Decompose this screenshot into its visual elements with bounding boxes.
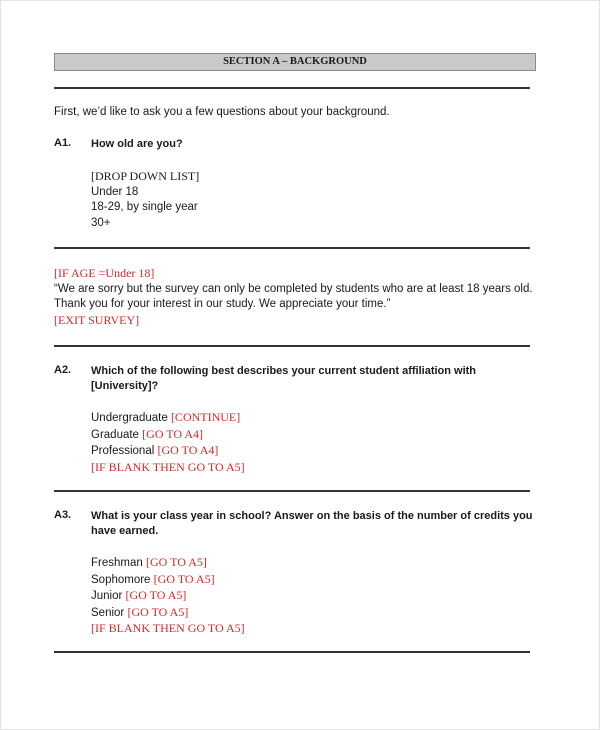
option: 30+ [91,216,111,229]
option: Junior [GO TO A5] [91,588,187,603]
question-a2 [91,364,476,394]
question-line: What is your class year in school? Answer on the basis of the number of credits you [91,510,533,522]
section-header: SECTION A – BACKGROUND [54,53,536,71]
option: Graduate [GO TO A4] [91,426,204,441]
divider [54,490,530,492]
option: Under 18 [91,185,139,198]
age-check-block [54,266,533,328]
a3-options [91,555,245,637]
divider [54,247,530,249]
a2-options [91,410,245,475]
a1-options [91,169,199,231]
divider [54,651,530,653]
condition: [IF AGE =Under 18] [54,266,155,280]
blank-rule: [IF BLANK THEN GO TO A5] [91,621,245,636]
message: Thank you for your interest in our study. We appreciate your time.” [54,298,391,311]
question-label-a2: A2. [54,364,72,376]
option: Sophomore [GO TO A5] [91,571,215,586]
option: 18-29, by single year [91,201,198,214]
option: [DROP DOWN LIST] [91,169,200,183]
question-label-a3: A3. [54,509,72,521]
intro-text: First, we’d like to ask you a few questions about your background. [54,106,390,118]
question-a3 [91,509,533,539]
option: Professional [GO TO A4] [91,443,219,458]
blank-rule: [IF BLANK THEN GO TO A5] [91,459,245,474]
question-line: [University]? [91,380,159,392]
option: Senior [GO TO A5] [91,604,189,619]
option: Freshman [GO TO A5] [91,555,207,569]
divider [54,345,530,347]
question-line: have earned. [91,525,159,537]
option: Undergraduate [CONTINUE] [91,410,241,424]
message: “We are sorry but the survey can only be completed by students who are at least 18 years old. [54,282,533,295]
question-label-a1: A1. [54,137,72,149]
question-a1: How old are you? [91,138,183,150]
action: [EXIT SURVEY] [54,312,140,327]
question-line: Which of the following best describes your current student affiliation with [91,365,477,377]
divider [54,87,530,89]
